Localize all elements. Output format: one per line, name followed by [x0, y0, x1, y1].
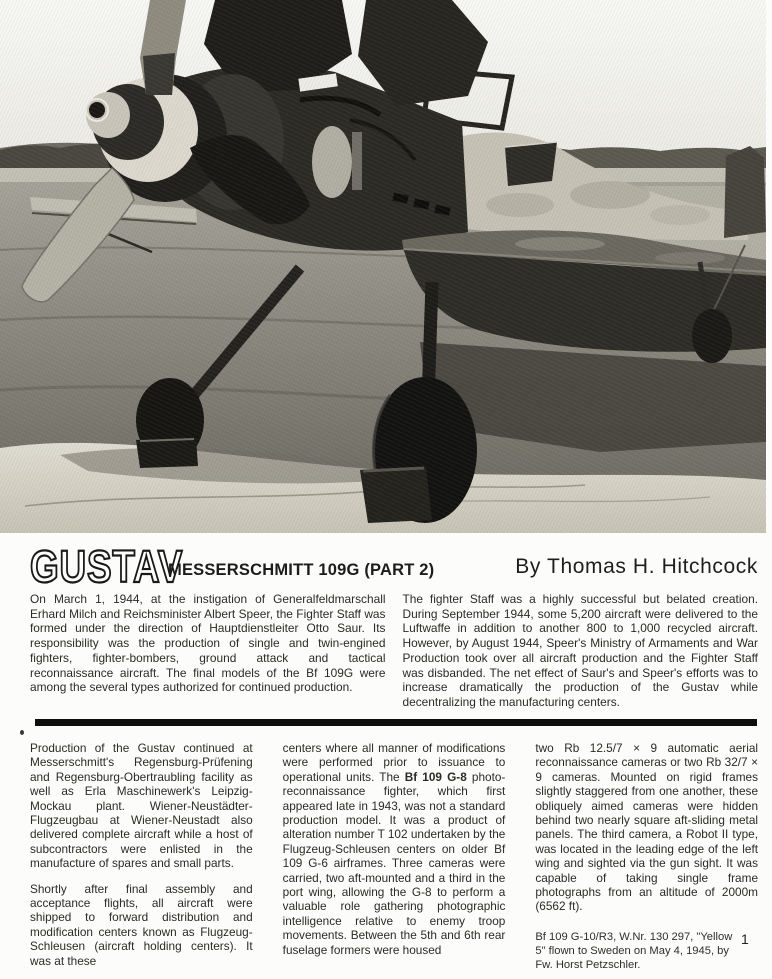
wheel-chock-left [136, 438, 198, 468]
body-paragraph [283, 741, 506, 957]
body-text: centers where all manner of modifications were performed prior to issuance to operational units. The [282, 741, 506, 784]
section-divider-rule [35, 719, 757, 726]
intro-section [30, 592, 758, 710]
intro-left-paragraph: On March 1, 1944, at the instigation of Generalfeldmarschall Erhard Milch and Reichsminister Albert Speer, the Fighter Staff was formed under the direction of Hauptdienstleiter Otto Saur. Its responsibility was the production of single and twin-engined fighters, fighter-bombers, ground attack and tactical reconnaissance aircraft. The final models of the Bf 109G were among the several types authorized for continued production. [30, 592, 386, 695]
photo-caption: Bf 109 G-10/R3, W.Nr. 130 297, "Yellow 5" flown to Sweden on May 4, 1945, by Fw. Horst Petzschler. [535, 930, 733, 972]
windscreen [505, 142, 557, 186]
gustav-logo: GUSTAV [30, 541, 184, 592]
body-paragraph: two Rb 12.5/7 × 9 automatic aerial reconnaissance cameras or two Rb 32/7 × 9 cameras. Mounted on rigid frames slightly staggered from one another, these obliquely aimed cameras were hidden behind two nearly square aft-sliding metal panels. The third camera, a Robot II type, was located in the leading edge of the left wing and sighted via the gun sight. It was capable of taking single frame photographs from an altitude of 2000m (6562 ft). [535, 741, 759, 914]
page-number: 1 [741, 931, 749, 947]
wheel-chock-center [360, 467, 432, 523]
intro-right-paragraph: The fighter Staff was a highly successful but belated creation. During September 1944, some 5,200 aircraft were delivered to the Luftwaffe in addition to another 800 to 1,000 recycled aircraft. However, by August 1944, Speer's Ministry of Armaments and War Production took over all aircraft production and the Fighter Staff was disbanded. The net effect of Saur's and Speer's efforts was to increase dramatically the production of the Gustav while decentralizing the manufacturing centers. [402, 592, 758, 709]
margin-mark [20, 730, 24, 735]
article-subtitle: MESSERSCHMITT 109G (PART 2) [168, 561, 435, 579]
body-column-2 [283, 741, 506, 979]
body-column-3 [535, 741, 758, 979]
bold-designation: Bf 109 G-8 [404, 769, 467, 784]
body-text: photo-reconnaissance fighter, which first appeared late in 1943, was not a standard production model. It was a product of alteration number T 102 undertaken by the Flugzeug-Schleusen centers on older Bf 109 G-6 airframes. Three cameras were carried, two aft-mounted and a third in the port wing, allowing the G-8 to perform a valuable role gathering photographic intelligence relative to enemy troop movements. Between the 5th and 6th rear fuselage formers were housed [282, 769, 506, 957]
landing-gear-wheel-right [692, 309, 732, 363]
body-section [30, 741, 758, 979]
tail-fin [724, 146, 766, 238]
body-column-1 [30, 741, 253, 979]
byline: By Thomas H. Hitchcock [515, 555, 758, 578]
body-paragraph: Shortly after final assembly and acceptance flights, all aircraft were shipped to forward distribution and modification centers known as Flugzeug-Schleusen (aircraft holding centers). It was at these [30, 881, 253, 968]
body-paragraph: Production of the Gustav continued at Messerschmitt's Regensburg-Prüfening and Regensburg-Obertraubling facility as well as Erla Maschinewerk's Leipzig-Mockau plant. Wiener-Neustädter-Flugzeugbau at Wiener-Neustadt also delivered complete aircraft while a host of subcontractors were enlisted in the manufacture of spares and small parts. [30, 741, 253, 871]
